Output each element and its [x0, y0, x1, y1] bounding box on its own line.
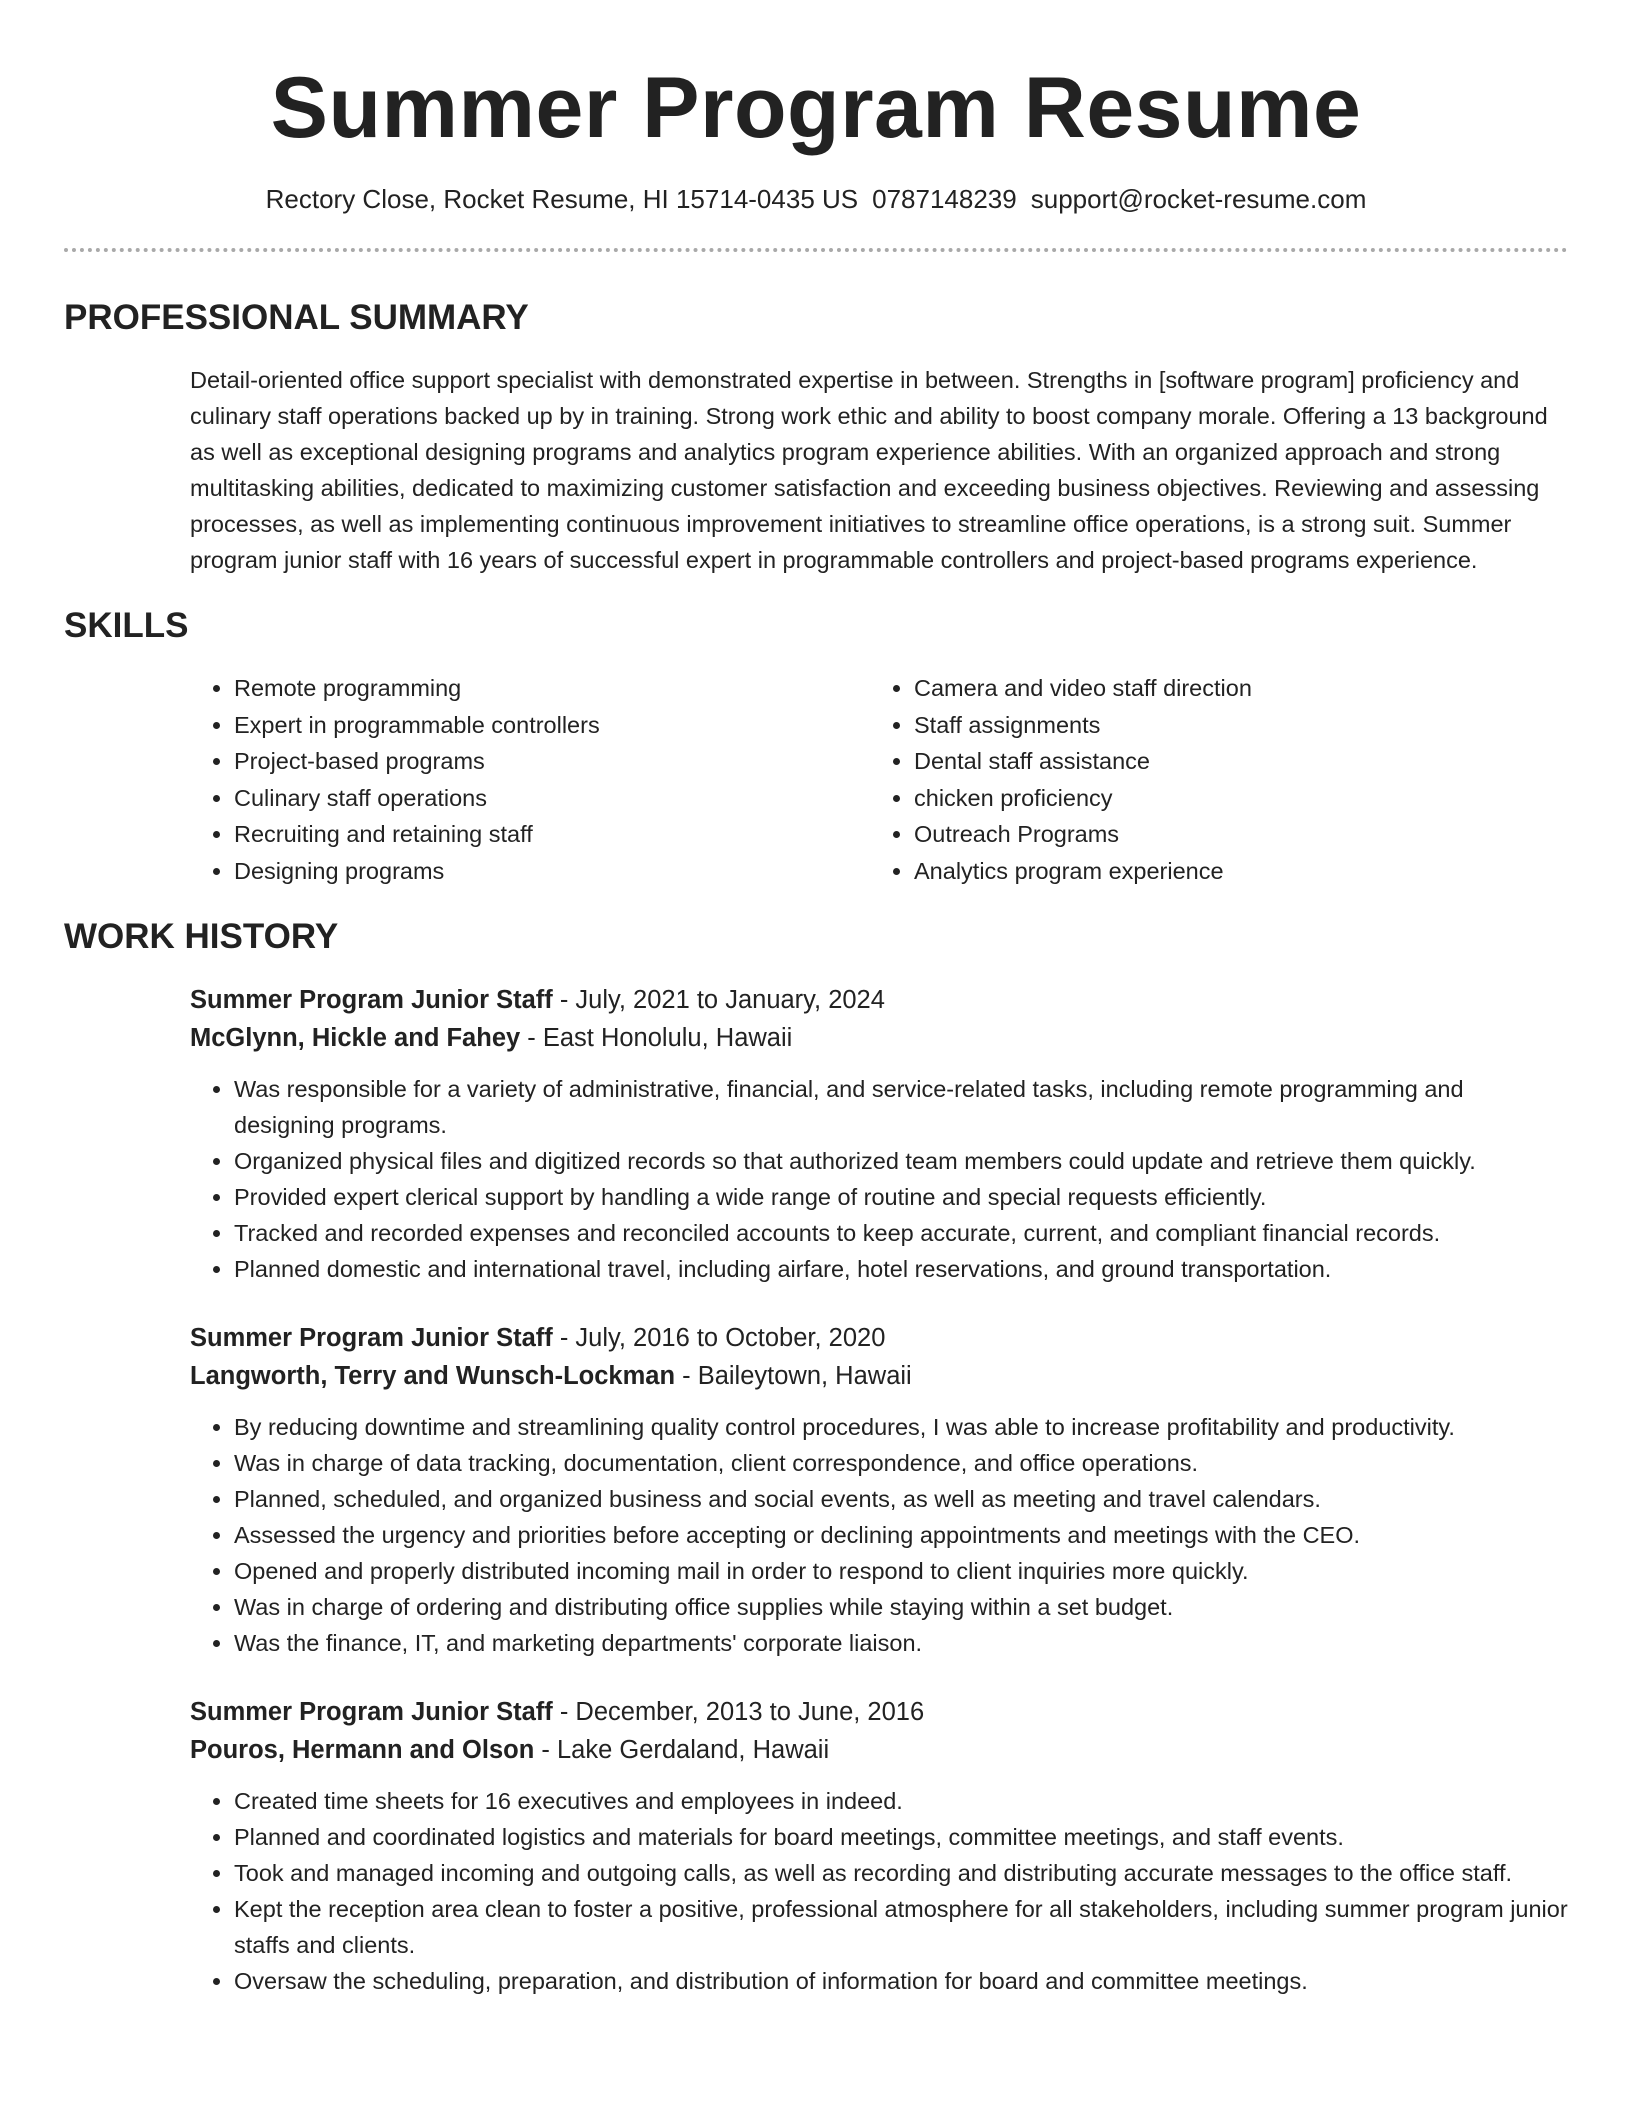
job-duty: • Created time sheets for 16 executives and employees in indeed.: [234, 1783, 1568, 1819]
work-history-heading: WORK HISTORY: [64, 917, 339, 956]
skill-item: • Dental staff assistance: [914, 743, 1550, 780]
skills-column-left: [190, 670, 870, 889]
skills-column-right: [870, 670, 1550, 889]
skill-item: • Analytics program experience: [914, 853, 1550, 890]
skill-item: • Designing programs: [234, 853, 870, 890]
summary-section: [190, 362, 1568, 578]
contact-address: Rectory Close, Rocket Resume, HI 15714-0435 US: [265, 184, 859, 214]
job-dates: - July, 2021 to January, 2024: [552, 986, 885, 1014]
resume-title: Summer Program Resume: [270, 60, 1362, 156]
job-duty: • Planned and coordinated logistics and materials for board meetings, committee meetings, and staff events.: [234, 1819, 1568, 1855]
job-entry: [190, 981, 1568, 1287]
job-company: Pouros, Hermann and Olson: [190, 1736, 535, 1764]
job-company-line: [190, 1731, 1568, 1769]
skill-item: • Staff assignments: [914, 707, 1550, 744]
job-duty: • Was the finance, IT, and marketing departments' corporate liaison.: [234, 1625, 1568, 1661]
resume-page: [64, 0, 1568, 1999]
job-title: Summer Program Junior Staff: [190, 1324, 553, 1352]
job-dates: - July, 2016 to October, 2020: [552, 1324, 886, 1352]
job-duty: • Organized physical files and digitized records so that authorized team members could update and retrieve them quickly.: [234, 1143, 1568, 1179]
job-duty: • Kept the reception area clean to foster a positive, professional atmosphere for all stakeholders, including summer program junior staffs and clients.: [234, 1891, 1568, 1963]
job-entry: [190, 1319, 1568, 1661]
job-entry: [190, 1693, 1568, 1999]
skills-list: [190, 670, 1568, 889]
job-title-line: [190, 1693, 1568, 1731]
job-title: Summer Program Junior Staff: [190, 1698, 553, 1726]
skill-item: • Expert in programmable controllers: [234, 707, 870, 744]
job-company-line: [190, 1019, 1568, 1057]
job-location: - Lake Gerdaland, Hawaii: [534, 1736, 830, 1764]
contact-email: support@rocket-resume.com: [1030, 184, 1367, 214]
skill-item: • Culinary staff operations: [234, 780, 870, 817]
job-duties: [190, 1409, 1568, 1661]
job-duty: • Took and managed incoming and outgoing calls, as well as recording and distributing accurate messages to the office staff.: [234, 1855, 1568, 1891]
summary-text: Detail-oriented office support specialist with demonstrated expertise in between. Strengths in [software program] proficiency and culinary staff operations backed up by in training. Strong work ethic and ability to boost company morale. Offering a 13 background as well as exceptional designing programs and analytics program experience abilities. With an organized approach and strong multitasking abilities, dedicated to maximizing customer satisfaction and exceeding business objectives. Reviewing and assessing processes, as well as implementing continuous improvement initiatives to streamline office operations, is a strong suit. Summer program junior staff with 16 years of successful expert in programmable controllers and project-based programs experience.: [190, 367, 1548, 573]
job-location: - East Honolulu, Hawaii: [520, 1024, 793, 1052]
job-duty: • Oversaw the scheduling, preparation, and distribution of information for board and committee meetings.: [234, 1963, 1568, 1999]
contact-line: [64, 182, 1568, 216]
job-duty: • Tracked and recorded expenses and reconciled accounts to keep accurate, current, and compliant financial records.: [234, 1215, 1568, 1251]
job-duty: • Planned domestic and international travel, including airfare, hotel reservations, and ground transportation.: [234, 1251, 1568, 1287]
job-duties: [190, 1783, 1568, 1999]
job-title-line: [190, 981, 1568, 1019]
job-location: - Baileytown, Hawaii: [675, 1362, 912, 1390]
header-divider: [64, 248, 1568, 252]
job-duty: • Was in charge of data tracking, documentation, client correspondence, and office operations.: [234, 1445, 1568, 1481]
summary-heading: PROFESSIONAL SUMMARY: [64, 298, 529, 337]
job-duty: • Assessed the urgency and priorities before accepting or declining appointments and meetings with the CEO.: [234, 1517, 1568, 1553]
job-duties: [190, 1071, 1568, 1287]
job-duty: • Was in charge of ordering and distributing office supplies while staying within a set budget.: [234, 1589, 1568, 1625]
job-title: Summer Program Junior Staff: [190, 986, 553, 1014]
job-duty: • Was responsible for a variety of administrative, financial, and service-related tasks, including remote programming and designing programs.: [234, 1071, 1568, 1143]
skill-item: • Project-based programs: [234, 743, 870, 780]
skill-item: • Camera and video staff direction: [914, 670, 1550, 707]
skill-item: • chicken proficiency: [914, 780, 1550, 817]
job-company-line: [190, 1357, 1568, 1395]
contact-phone: 0787148239: [872, 184, 1017, 214]
skills-heading: SKILLS: [64, 606, 189, 645]
job-duty: • By reducing downtime and streamlining quality control procedures, I was able to increase profitability and productivity.: [234, 1409, 1568, 1445]
job-duty: • Opened and properly distributed incoming mail in order to respond to client inquiries more quickly.: [234, 1553, 1568, 1589]
job-company: McGlynn, Hickle and Fahey: [190, 1024, 521, 1052]
job-duty: • Provided expert clerical support by handling a wide range of routine and special requests efficiently.: [234, 1179, 1568, 1215]
skill-item: • Remote programming: [234, 670, 870, 707]
job-company: Langworth, Terry and Wunsch-Lockman: [190, 1362, 676, 1390]
skill-item: • Recruiting and retaining staff: [234, 816, 870, 853]
job-title-line: [190, 1319, 1568, 1357]
job-duty: • Planned, scheduled, and organized business and social events, as well as meeting and travel calendars.: [234, 1481, 1568, 1517]
skill-item: • Outreach Programs: [914, 816, 1550, 853]
job-dates: - December, 2013 to June, 2016: [552, 1698, 925, 1726]
